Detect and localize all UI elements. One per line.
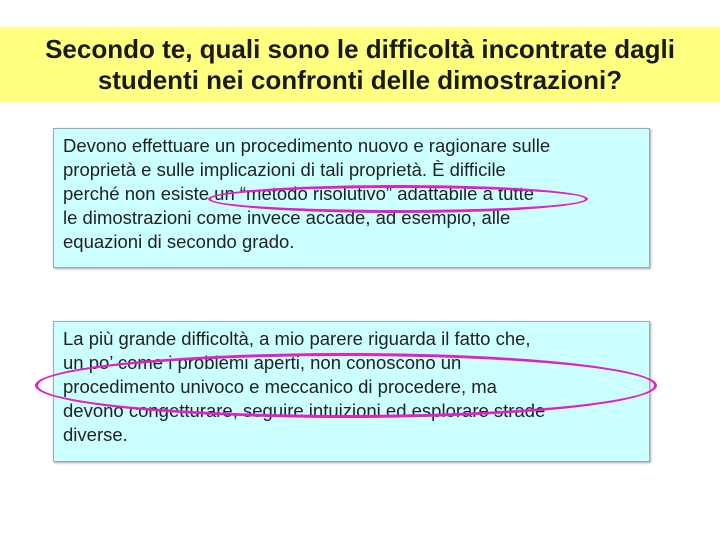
answer-box-2 bbox=[53, 321, 650, 462]
answer-2-line-3: procedimento univoco e meccanico di procedere, ma bbox=[63, 376, 497, 397]
slide-title bbox=[45, 34, 675, 96]
title-band bbox=[0, 27, 720, 102]
title-line-2: studenti nei confronti delle dimostrazioni? bbox=[97, 64, 623, 95]
answer-2-line-1: La più grande difficoltà, a mio parere riguarda il fatto che, bbox=[63, 328, 531, 349]
answer-2-line-5: diverse. bbox=[63, 424, 128, 445]
answer-1-line-4: le dimostrazioni come invece accade, ad esempio, alle bbox=[63, 207, 511, 228]
answer-1-line-3: perché non esiste un “metodo risolutivo” adattabile a tutte bbox=[63, 183, 535, 204]
answer-1-line-2: proprietà e sulle implicazioni di tali proprietà. È difficile bbox=[63, 159, 506, 180]
title-line-1: Secondo te, quali sono le difficoltà incontrate dagli bbox=[45, 33, 675, 64]
answer-1-line-1: Devono effettuare un procedimento nuovo e ragionare sulle bbox=[63, 135, 551, 156]
answer-1-line-5: equazioni di secondo grado. bbox=[63, 231, 295, 252]
answer-box-1 bbox=[53, 128, 650, 268]
answer-2-line-4: devono congetturare, seguire intuizioni ed esplorare strade bbox=[63, 400, 546, 421]
answer-2-line-2: un po’ come i problemi aperti, non conoscono un bbox=[63, 352, 462, 373]
